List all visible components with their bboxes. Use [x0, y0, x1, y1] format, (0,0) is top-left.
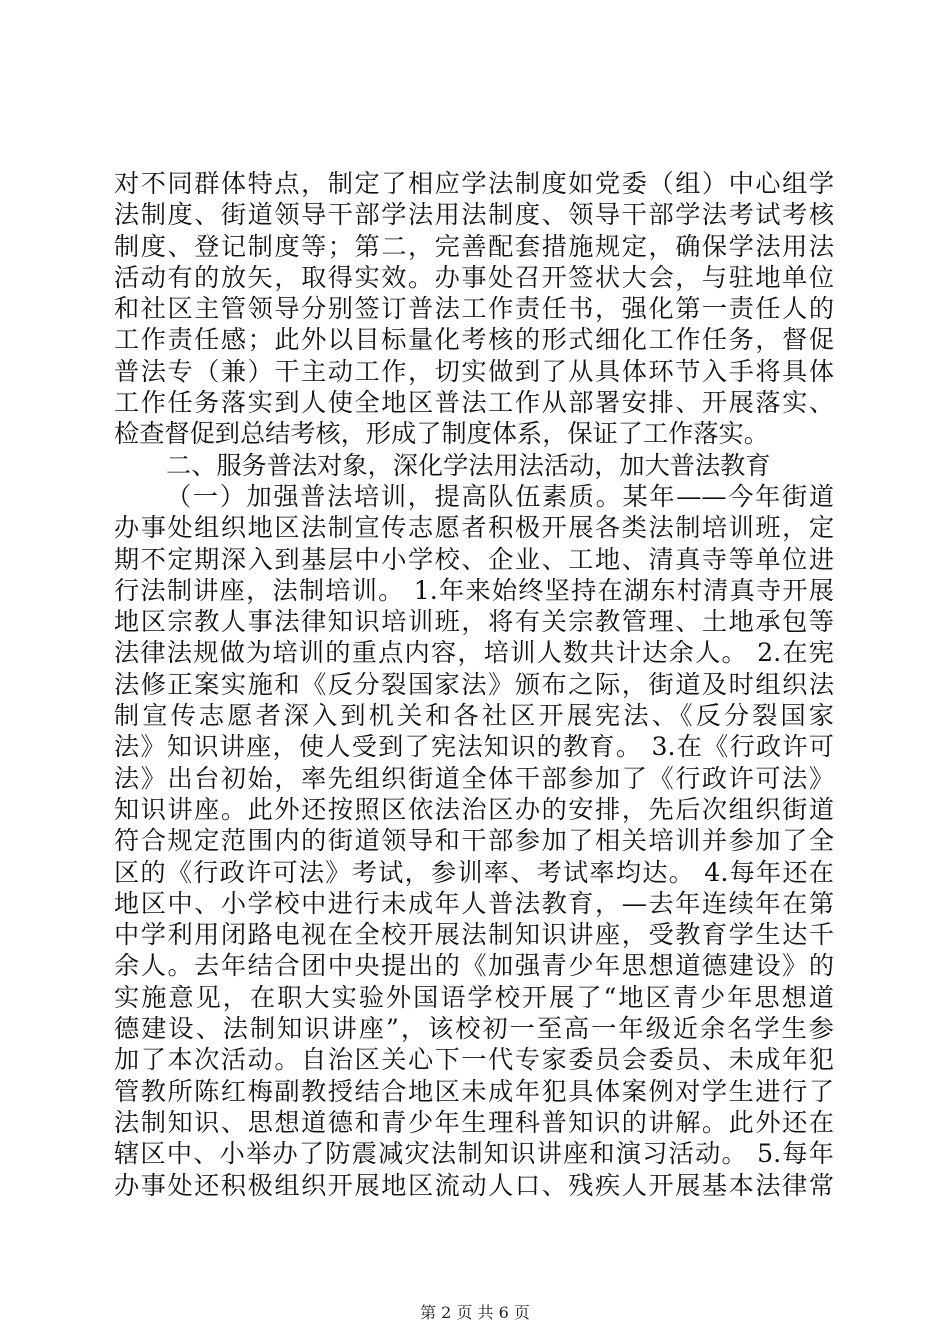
- text-line: 余人。去年结合团中央提出的《加强青少年思想道德建设》的: [114, 951, 834, 981]
- page-number-footer: 第 2 页 共 6 页: [420, 1303, 530, 1322]
- paragraph-start: （一）加强普法培训，提高队伍素质。某年——今年街道: [166, 481, 834, 511]
- text-line: 管教所陈红梅副教授结合地区未成年犯具体案例对学生进行了: [114, 1076, 834, 1106]
- text-line: 符合规定范围内的街道领导和干部参加了相关培训并参加了全: [114, 826, 834, 856]
- text-line: 普法专（兼）干主动工作，切实做到了从具体环节入手将具体: [114, 356, 834, 386]
- text-line: 和社区主管领导分别签订普法工作责任书，强化第一责任人的: [114, 294, 834, 324]
- text-line: 加了本次活动。自治区关心下一代专家委员会委员、未成年犯: [114, 1045, 834, 1075]
- text-line: 对不同群体特点，制定了相应学法制度如党委（组）中心组学: [114, 169, 834, 198]
- section-heading: 二、服务普法对象，深化学法用法活动，加大普法教育: [166, 450, 771, 480]
- text-line: 地区宗教人事法律知识培训班，将有关宗教管理、土地承包等: [114, 607, 834, 637]
- text-line: 法》出台初始，率先组织街道全体干部参加了《行政许可法》: [114, 763, 834, 793]
- text-line: 期不定期深入到基层中小学校、企业、工地、清真寺等单位进: [114, 544, 834, 574]
- text-line: 地区中、小学校中进行未成年人普法教育，—去年连续年在第: [114, 888, 834, 918]
- text-line: 制宣传志愿者深入到机关和各社区开展宪法、《反分裂国家: [114, 701, 834, 731]
- text-line: 办事处组织地区法制宣传志愿者积极开展各类法制培训班，定: [114, 513, 834, 543]
- text-line: 检查督促到总结考核，形成了制度体系，保证了工作落实。: [114, 419, 769, 449]
- text-line: 法制度、街道领导干部学法用法制度、领导干部学法考试考核: [114, 200, 834, 230]
- text-line: 活动有的放矢，取得实效。办事处召开签状大会，与驻地单位: [114, 262, 834, 292]
- body-text: [114, 168, 834, 1201]
- text-line: 德建设、法制知识讲座”，该校初一至高一年级近余名学生参: [114, 1014, 834, 1044]
- text-line: 行法制讲座，法制培训。 1.年来始终坚持在湖东村清真寺开展: [114, 575, 834, 605]
- text-line: 办事处还积极组织开展地区流动人口、残疾人开展基本法律常: [114, 1170, 834, 1200]
- text-line: 法律法规做为培训的重点内容，培训人数共计达余人。 2.在宪: [114, 638, 834, 668]
- text-line: 区的《行政许可法》考试，参训率、考试率均达。 4.每年还在: [114, 857, 834, 887]
- text-line: 知识讲座。此外还按照区依法治区办的安排，先后次组织街道: [114, 794, 834, 824]
- text-line: 制度、登记制度等；第二，完善配套措施规定，确保学法用法: [114, 231, 834, 261]
- text-line: 法修正案实施和《反分裂国家法》颁布之际，街道及时组织法: [114, 669, 834, 699]
- text-line: 法》知识讲座，使人受到了宪法知识的教育。 3.在《行政许可: [114, 732, 834, 762]
- text-line: 工作任务落实到人使全地区普法工作从部署安排、开展落实、: [114, 388, 834, 418]
- text-line: 中学利用闭路电视在全校开展法制知识讲座，受教育学生达千: [114, 920, 834, 950]
- text-line: 工作责任感；此外以目标量化考核的形式细化工作任务，督促: [114, 325, 834, 355]
- text-line: 辖区中、小举办了防震减灾法制知识讲座和演习活动。 5.每年: [114, 1139, 834, 1169]
- text-line: 实施意见，在职大实验外国语学校开展了“地区青少年思想道: [114, 982, 834, 1012]
- text-line: 法制知识、思想道德和青少年生理科普知识的讲解。此外还在: [114, 1107, 834, 1137]
